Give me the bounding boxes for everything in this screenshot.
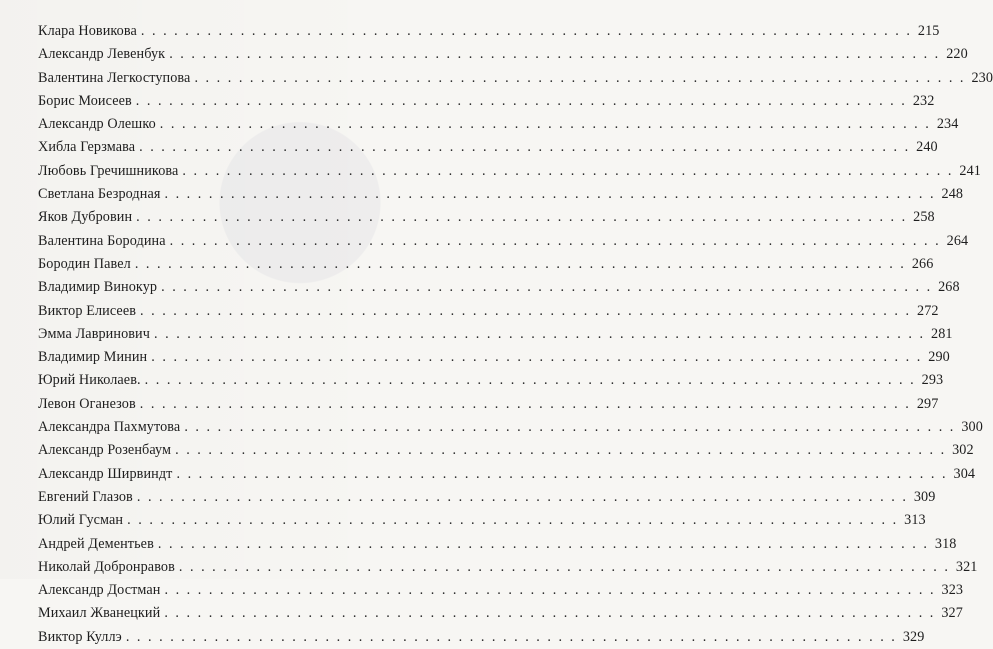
toc-entry-page: 321 — [955, 558, 978, 575]
toc-entry-name: Бородин Павел — [38, 255, 131, 272]
toc-entry — [38, 230, 969, 253]
toc-entry — [38, 579, 964, 602]
toc-entry-name: Александр Олешко — [38, 116, 156, 133]
toc-entry — [38, 369, 944, 392]
toc-entry-page: 281 — [931, 325, 953, 342]
toc-entry-name: Александр Розенбаум — [38, 442, 172, 459]
toc-entry-page: 297 — [916, 395, 939, 412]
toc-entry-name: Александр Достман — [38, 582, 161, 599]
toc-entry-name: Александр Ширвиндт — [38, 465, 173, 482]
toc-entry — [38, 43, 968, 66]
toc-entry-name: Левон Оганезов — [38, 395, 136, 412]
toc-entry — [38, 556, 978, 579]
toc-entry-name: Виктор Елисеев — [38, 302, 137, 319]
toc-entry-page: 272 — [917, 302, 939, 319]
toc-entry — [38, 20, 940, 43]
toc-entry-page: 248 — [941, 186, 964, 203]
toc-entry-page: 302 — [952, 442, 974, 459]
toc-entry-name: Хибла Герзмава — [38, 139, 136, 156]
toc-entry-name: Эмма Лавринович — [38, 325, 150, 342]
dot-leader — [169, 43, 940, 66]
toc-entry-name: Клара Новикова — [38, 23, 137, 39]
dot-leader — [135, 253, 906, 276]
toc-entry — [38, 393, 939, 416]
toc-entry-name: Евгений Глазов — [38, 488, 133, 505]
toc-entry — [38, 626, 925, 649]
toc-entry — [38, 533, 957, 556]
toc-entry-page: 318 — [934, 535, 957, 552]
toc-entry-name: Юлий Гусман — [38, 512, 124, 529]
toc-entry-page: 309 — [913, 488, 936, 505]
toc-entry-page: 232 — [912, 92, 935, 109]
toc-entry-name: Владимир Винокур — [38, 279, 158, 296]
dot-leader — [151, 346, 922, 369]
toc-entry — [38, 463, 976, 486]
toc-entry — [38, 323, 953, 346]
dot-leader — [176, 463, 947, 486]
dot-leader — [164, 183, 935, 206]
toc-entry-page: 241 — [959, 162, 982, 179]
toc-entry-name: Андрей Дементьев — [38, 535, 154, 552]
dot-leader — [160, 113, 931, 136]
toc-entry — [38, 602, 963, 625]
dot-leader — [161, 276, 932, 299]
toc-entry — [38, 509, 926, 532]
toc-entry-page: 329 — [902, 628, 925, 645]
toc-entry-name: Владимир Минин — [38, 349, 148, 366]
toc-entry-page: 240 — [916, 139, 938, 156]
toc-entry-name: Валентина Бородина — [38, 232, 166, 249]
toc-entry-page: 258 — [913, 209, 935, 226]
toc-entry — [38, 183, 964, 206]
dot-leader — [141, 20, 912, 43]
toc-entry-name: Борис Моисеев — [38, 92, 132, 109]
toc-entry-name: Александра Пахмутова — [38, 419, 181, 436]
toc-entry — [38, 90, 935, 113]
dot-leader — [175, 439, 946, 462]
toc-entry-name: Михаил Жванецкий — [38, 605, 161, 622]
toc-entry — [38, 206, 935, 229]
toc-entry-page: 293 — [921, 372, 944, 389]
toc-entry-page: 327 — [941, 605, 963, 622]
table-of-contents — [38, 20, 993, 649]
toc-entry-page: 215 — [917, 23, 940, 39]
dot-leader — [139, 136, 910, 159]
dot-leader — [184, 416, 955, 439]
dot-leader — [140, 300, 911, 323]
dot-leader — [170, 230, 941, 253]
toc-entry-page: 264 — [946, 232, 969, 249]
toc-entry — [38, 416, 983, 439]
toc-entry-page: 234 — [936, 116, 959, 133]
toc-entry-page: 266 — [911, 255, 934, 272]
toc-entry-page: 300 — [961, 419, 983, 436]
toc-entry — [38, 346, 950, 369]
toc-entry — [38, 67, 993, 90]
toc-entry-name: Александр Левенбук — [38, 46, 166, 63]
dot-leader — [145, 369, 916, 392]
toc-entry — [38, 439, 974, 462]
dot-leader — [136, 90, 907, 113]
toc-entry-name: Любовь Гречишникова — [38, 162, 179, 179]
toc-entry-name: Николай Добронравов — [38, 558, 175, 575]
dot-leader — [194, 67, 965, 90]
toc-entry-page: 304 — [953, 465, 976, 482]
toc-entry — [38, 113, 959, 136]
toc-entry — [38, 276, 960, 299]
dot-leader — [164, 602, 935, 625]
dot-leader — [182, 160, 953, 183]
toc-entry-name: Виктор Куллэ — [38, 628, 122, 645]
toc-entry-name: Юрий Николаев. — [38, 372, 141, 389]
toc-entry-page: 220 — [946, 46, 968, 63]
toc-entry-name: Яков Дубровин — [38, 209, 133, 226]
dot-leader — [136, 206, 907, 229]
toc-entry — [38, 253, 934, 276]
toc-entry-name: Светлана Безродная — [38, 186, 161, 203]
dot-leader — [179, 556, 950, 579]
toc-entry — [38, 486, 936, 509]
toc-entry — [38, 136, 938, 159]
dot-leader — [127, 509, 898, 532]
toc-entry-page: 323 — [941, 582, 964, 599]
dot-leader — [154, 323, 925, 346]
dot-leader — [126, 626, 897, 649]
toc-entry — [38, 300, 939, 323]
toc-entry-page: 230 — [971, 69, 993, 86]
toc-entry — [38, 160, 982, 183]
toc-entry-name: Валентина Легкоступова — [38, 69, 191, 86]
dot-leader — [164, 579, 935, 602]
dot-leader — [158, 533, 929, 556]
toc-entry-page: 290 — [928, 349, 950, 366]
toc-entry-page: 268 — [938, 279, 960, 296]
toc-entry-page: 313 — [904, 512, 926, 529]
dot-leader — [140, 393, 911, 416]
dot-leader — [137, 486, 908, 509]
